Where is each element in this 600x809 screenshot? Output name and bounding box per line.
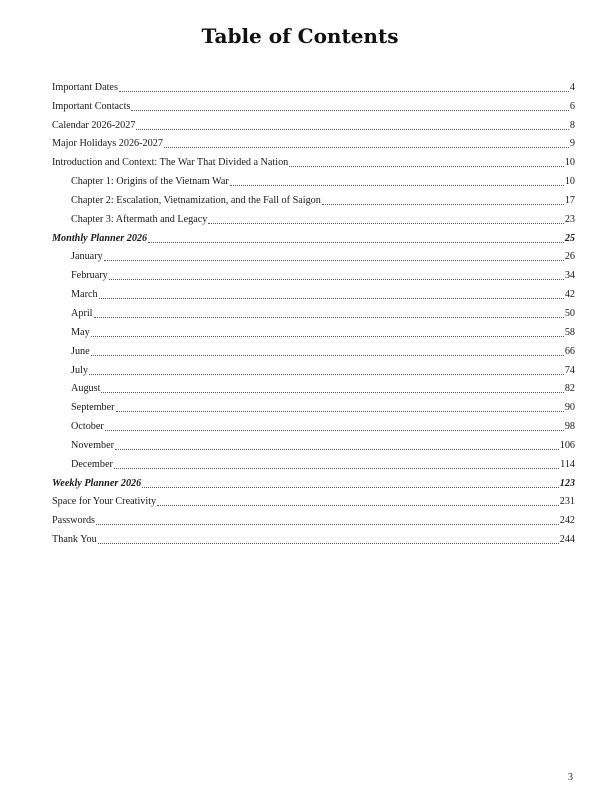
dot-leader (91, 336, 564, 337)
toc-entry[interactable] (52, 116, 575, 135)
toc-entry[interactable] (52, 530, 575, 549)
toc-entry[interactable] (52, 511, 575, 530)
toc-entry-page-number: 123 (559, 477, 575, 489)
toc-entry[interactable] (52, 436, 575, 455)
toc-entry-page-number: 17 (564, 194, 575, 206)
dot-leader (96, 524, 559, 525)
toc-entry-label: Chapter 1: Origins of the Vietnam War (71, 176, 229, 188)
page-title: Table of Contents (201, 24, 399, 48)
toc-entry[interactable] (52, 229, 575, 248)
toc-entry[interactable] (52, 210, 575, 229)
toc-entry-label: Space for Your Creativity (52, 496, 157, 508)
toc-entry-page-number: 82 (564, 383, 575, 395)
toc-entry-page-number: 26 (564, 251, 575, 263)
toc-entry-label: May (71, 326, 90, 338)
dot-leader (109, 279, 564, 280)
toc-entry[interactable] (52, 248, 575, 267)
toc-entry-label: Important Dates (52, 81, 118, 93)
toc-entry-page-number: 4 (569, 81, 575, 93)
toc-entry-label: Chapter 3: Aftermath and Legacy (71, 213, 208, 225)
toc-entry[interactable] (52, 304, 575, 323)
toc-entry-label: October (71, 421, 104, 433)
dot-leader (114, 468, 559, 469)
dot-leader (131, 110, 569, 111)
toc-entry-label: August (71, 383, 101, 395)
toc-entry-label: Chapter 2: Escalation, Vietnamization, and the Fall of Saigon (71, 194, 321, 206)
toc-entry[interactable] (52, 285, 575, 304)
toc-entry-page-number: 58 (564, 326, 575, 338)
toc-entry[interactable] (52, 266, 575, 285)
toc-entry-page-number: 74 (564, 364, 575, 376)
toc-entry-label: June (71, 345, 90, 357)
toc-entry-page-number: 10 (564, 176, 575, 188)
toc-entry-page-number: 90 (564, 402, 575, 414)
toc-entry-page-number: 8 (569, 119, 575, 131)
toc-entry[interactable] (52, 380, 575, 399)
toc-entry-page-number: 10 (564, 157, 575, 169)
toc-entry-label: December (71, 458, 113, 470)
toc-entry-page-number: 23 (564, 213, 575, 225)
dot-leader (91, 355, 564, 356)
toc-entry-label: Weekly Planner 2026 (52, 477, 142, 489)
toc-entry-label: April (71, 307, 93, 319)
dot-leader (89, 374, 564, 375)
dot-leader (142, 487, 558, 488)
toc-entry-page-number: 66 (564, 345, 575, 357)
toc-entry-page-number: 34 (564, 270, 575, 282)
toc-entry[interactable] (52, 153, 575, 172)
dot-leader (230, 185, 564, 186)
toc-entry-page-number: 114 (560, 458, 575, 470)
toc-entry-label: Calendar 2026-2027 (52, 119, 136, 131)
toc-entry[interactable] (52, 361, 575, 380)
dot-leader (157, 505, 559, 506)
toc-entry-label: Introduction and Context: The War That Divided a Nation (52, 157, 289, 169)
toc-entry-page-number: 231 (559, 496, 575, 508)
dot-leader (98, 543, 559, 544)
dot-leader (99, 298, 564, 299)
toc-entry-label: July (71, 364, 88, 376)
toc-entry[interactable] (52, 455, 575, 474)
dot-leader (148, 242, 564, 243)
toc-entry[interactable] (52, 78, 575, 97)
toc-entry[interactable] (52, 191, 575, 210)
toc-entry-label: Important Contacts (52, 100, 131, 112)
toc-entry[interactable] (52, 398, 575, 417)
toc-entry-label: November (71, 439, 114, 451)
toc-entry-page-number: 25 (564, 232, 575, 244)
toc-entry-page-number: 9 (569, 138, 575, 150)
toc-entry-label: January (71, 251, 103, 263)
dot-leader (208, 223, 563, 224)
toc-entry-label: March (71, 289, 98, 301)
toc-entry-page-number: 98 (564, 421, 575, 433)
toc-entry[interactable] (52, 474, 575, 493)
table-of-contents (52, 78, 575, 549)
dot-leader (136, 129, 568, 130)
toc-entry-page-number: 106 (559, 439, 575, 451)
toc-entry-label: Passwords (52, 515, 96, 527)
toc-entry-page-number: 244 (559, 534, 575, 546)
toc-entry[interactable] (52, 135, 575, 154)
toc-entry-page-number: 50 (564, 307, 575, 319)
toc-entry-label: Monthly Planner 2026 (52, 232, 148, 244)
dot-leader (322, 204, 564, 205)
toc-entry[interactable] (52, 493, 575, 512)
toc-entry-page-number: 6 (569, 100, 575, 112)
toc-entry[interactable] (52, 342, 575, 361)
toc-entry-page-number: 42 (564, 289, 575, 301)
dot-leader (289, 166, 564, 167)
toc-entry-label: September (71, 402, 115, 414)
toc-entry[interactable] (52, 417, 575, 436)
toc-entry-page-number: 242 (559, 515, 575, 527)
toc-entry-label: Major Holidays 2026-2027 (52, 138, 163, 150)
dot-leader (164, 147, 569, 148)
toc-entry[interactable] (52, 172, 575, 191)
dot-leader (116, 411, 564, 412)
dot-leader (119, 91, 569, 92)
toc-entry[interactable] (52, 323, 575, 342)
dot-leader (104, 260, 564, 261)
dot-leader (115, 449, 559, 450)
dot-leader (101, 392, 563, 393)
page-number: 3 (568, 772, 573, 783)
toc-entry[interactable] (52, 97, 575, 116)
toc-entry-label: February (71, 270, 108, 282)
toc-entry-label: Thank You (52, 534, 97, 546)
dot-leader (105, 430, 564, 431)
dot-leader (94, 317, 564, 318)
